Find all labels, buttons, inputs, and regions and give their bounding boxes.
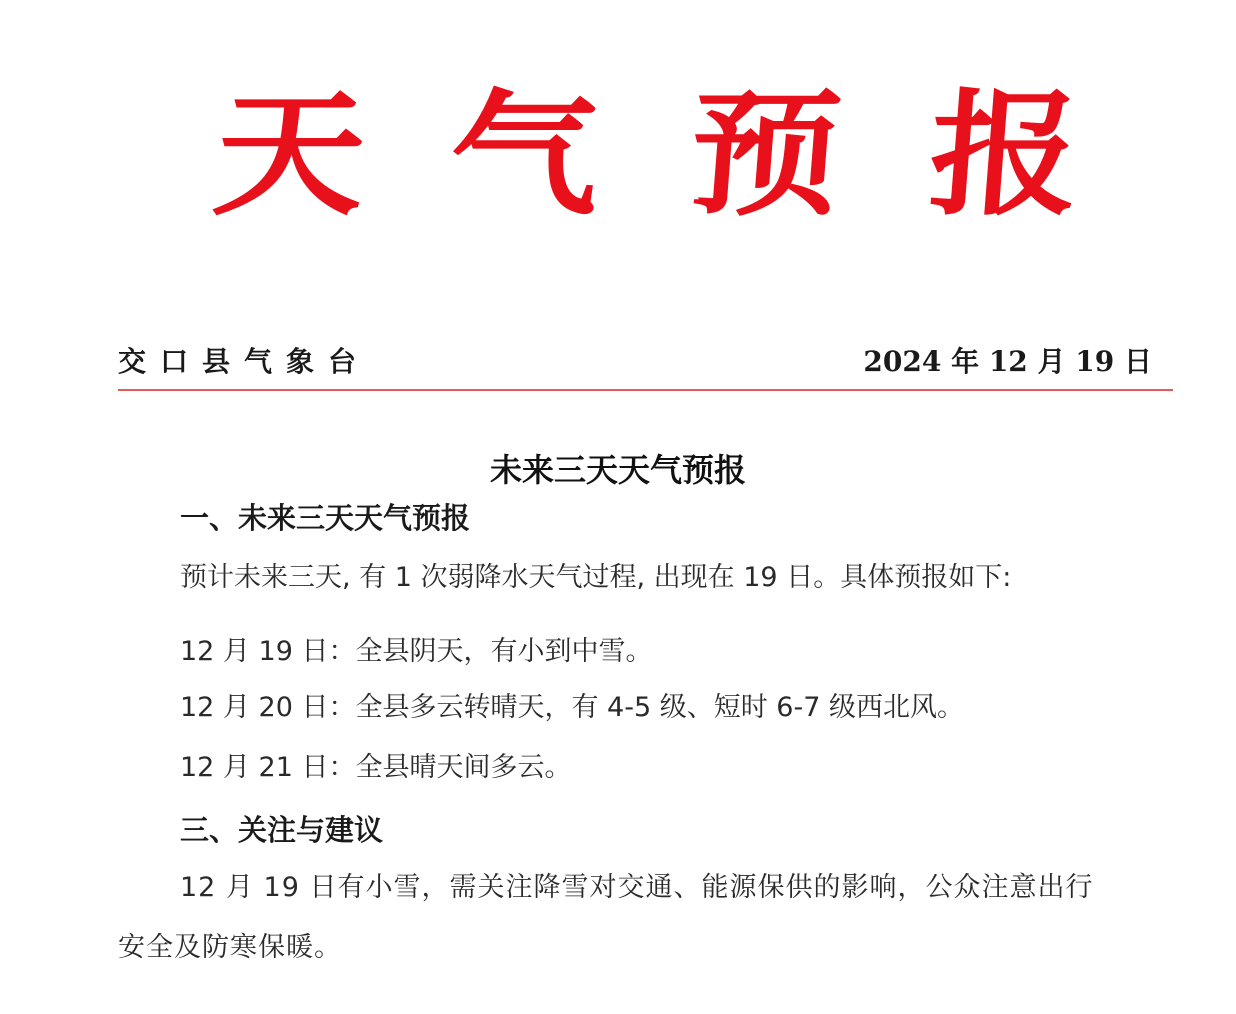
document-title: 未来三天天气预报 (489, 451, 746, 489)
forecast-day-item: 12 月 19 日：全县阴天，有小到中雪。 (180, 636, 653, 667)
forecast-intro: 预计未来三天, 有 1 次弱降水天气过程, 出现在 19 日。具体预报如下: (180, 562, 1012, 593)
issuer-name: 交口县气象台 (118, 345, 371, 378)
forecast-day-item: 12 月 20 日：全县多云转晴天，有 4-5 级、短时 6-7 级西北风。 (180, 692, 964, 723)
section-heading-advice: 三、关注与建议 (180, 813, 384, 847)
masthead (0, 70, 1236, 240)
masthead-char: 预 (683, 75, 847, 235)
forecast-day-item: 12 月 21 日：全县晴天间多云。 (180, 752, 572, 783)
section-heading-forecast: 一、未来三天天气预报 (180, 501, 471, 535)
masthead-char: 天 (208, 75, 372, 235)
masthead-char: 气 (443, 75, 607, 235)
red-divider (118, 389, 1173, 391)
issue-date: 2024 年 12 月 19 日 (863, 345, 1152, 378)
masthead-char: 报 (923, 75, 1087, 235)
advice-line: 12 月 19 日有小雪，需关注降雪对交通、能源保供的影响，公众注意出行 (180, 872, 1094, 903)
advice-line: 安全及防寒保暖。 (118, 932, 342, 963)
